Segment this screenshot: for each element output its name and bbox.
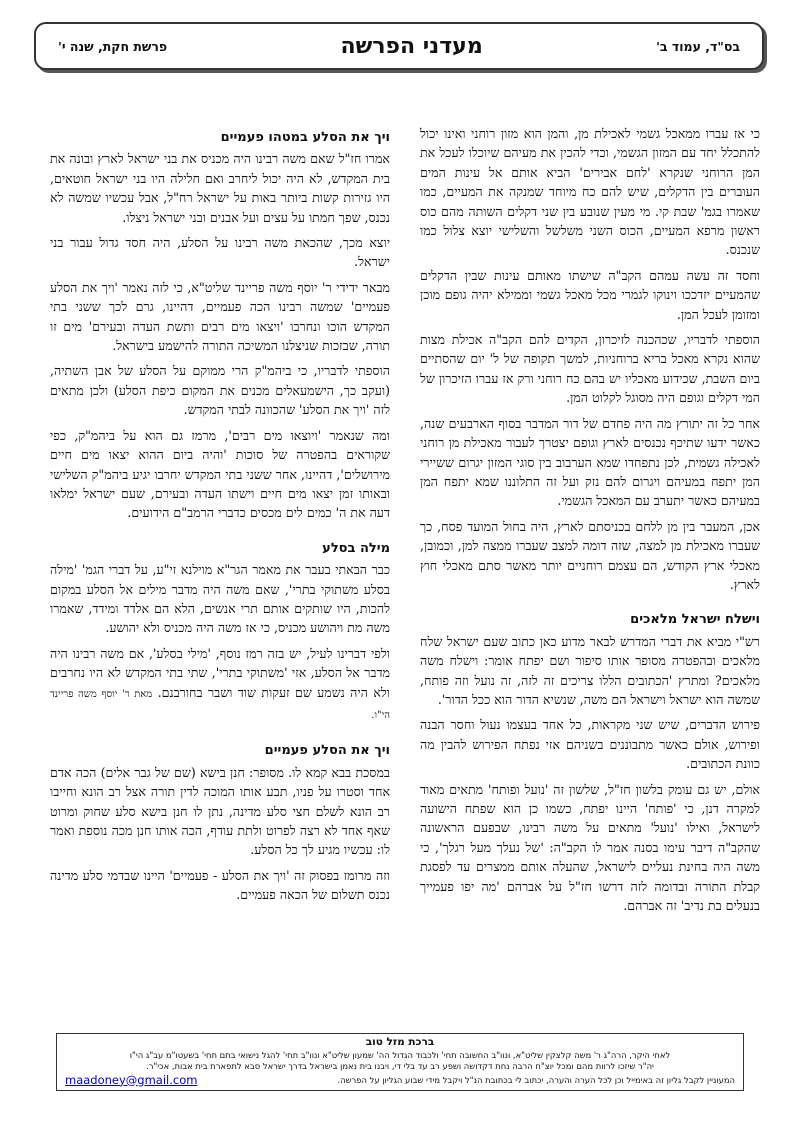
source-credit: מאת ר' יוסף משה פריינד הי"ו. xyxy=(50,688,390,721)
paragraph: הוספתי לדבריו, שכהכנה לזיכרון, הקדים להם הקב"ה אכילת מצות שהוא נקרא מאכל בריא ברוחניות, למשך תקופה של ל' יום שהסתיים ביום השבת, שכידוע מאכליו יש בהם כח רוחני ורק אז עברו הזיכרון של המי דקלים וגופם היה מסוגל לקלוט המן. xyxy=(420,332,760,406)
paragraph: וזה מרומז בפסוק זה 'ויך את הסלע - פעמיים' היינו שבדמי סלע מדינה נכנס תשלום של הכאה פעמיים. xyxy=(50,867,390,903)
section-heading: ויך את הסלע במטהו פעמיים xyxy=(220,130,390,145)
section-heading: ויך את הסלע פעמיים xyxy=(264,743,390,759)
paragraph: פירוש הדברים, שיש שני מקראות, כל אחד בעצמו נעול וחסר הבנה ופירוש, אולם כאשר מתבוננים בשניהם אזי נפתח הפירוש להבין מה כוונת הכתובים. xyxy=(420,717,760,772)
paragraph-text: ולפי דברינו לעיל, יש בזה רמז נוסף, 'מילי בסלע', אם משה רבינו היה מדבר אל הסלע, אזי 'משתוקי בתרי', שתי בתי המקדש לא היו נחרבים ולא היה נשמע שם זעקות שוד ושבר בחורבנם. xyxy=(50,645,390,700)
paragraph: כבר הבאתי בעבר את מאמר הגר"א מוילנא זי"ע, על דברי הגמ' 'מילה בסלע משתוקי בתרי', שאם משה היה מדבר מילים אל הסלע במקום להכות, היו שותקים אותם תרי אנשים, הלא הם אלדד ומידד, שאמרו משה מת ויהושע מכניס, כי אז משה היה מכניס ולא יהושע. xyxy=(50,562,390,636)
paragraph: ומה שנאמר 'ויוצאו מים רבים', מרמז גם הוא על ביהמ"ק, כפי שקוראים בהפטרה של סוכות 'והיה ביום ההוא יצאו מים חיים מירושלים', דהיינו, אחר ששני בתי המקדש יחרבו יגיע ביהמ"ק השלישי ובאותו זמן יצאו מים חיים וישתו העדה ובעירם, שעם ישראל ימלאו דעה את ה' כמים לים מכסים כדברי הרמב"ם הידועים. xyxy=(50,427,390,521)
paragraph: הוספתי לדבריו, כי ביהמ"ק הרי ממוקם על הסלע של אבן השתיה, (ועקב כך, הישמעאלים מכנים את המקום כיפת הסלע) ולכן מתאים לזה 'ויך את הסלע' שהכוונה לבתי המקדש. xyxy=(50,363,390,418)
page-title: מעדני הפרשה xyxy=(340,33,483,59)
left-column xyxy=(50,124,390,911)
footer-title: ברכת מזל טוב xyxy=(365,1036,435,1048)
right-column xyxy=(420,124,760,921)
footer-line: יה"ר שיזכו לרוות מהם ומכל יוצ"ח הרבה נחת דקדושה ושפע רב עד בלי די, ויבנו בית נאמן בישראל בדרך ישראל סבא לתפארת בית אבות, אכי"ר. xyxy=(146,1061,654,1071)
footer-subscribe-text: המעוניין לקבל גליון זה באימייל וכן לכל הערה והערה, יכתוב לי בכתובת הנ"ל ויקבל מידי שבוע הגליון על הפרשה. xyxy=(337,1074,735,1085)
section-heading: מילה בסלע xyxy=(322,540,390,556)
header-page-number: בס"ד, עמוד ב' xyxy=(656,38,740,54)
paragraph: כי אז עברו ממאכל גשמי לאכילת מן, והמן הוא מזון רוחני ואינו יכול להתכלל יחד עם המזון הגשמי, וכדי להכין את מעיהם שיוכלו לעכל את המן הרוחני שנקרא 'לחם אבירים' הביא אותם אל עינות המים העוברים בין הדקלים, שיש להם כח מיוחד שמנקה את המעיים, כמו שאמרו בגמ' שבת קי. מי מעין שנובע בין שני דקלים השותה מהם כוס ראשון מרפא המעיים, הכוס השני משלשל והשלישי יוצא צלול כמו שנכנס. xyxy=(420,126,760,258)
footer-box xyxy=(56,1033,744,1091)
paragraph: יוצא מכך, שהכאת משה רבינו על הסלע, היה חסד גדול עבור בני ישראל. xyxy=(50,235,390,270)
paragraph: במסכת בבא קמא לו. מסופר: חנן בישא (שם של גבר אלים) הכה אדם אחד וסטרו על פניו, תבע אותו המוכה לדין תורה אצל רב הונא וחייבו רב הונא לשלם חצי סלע מדינה, נתן לו חנן בישא סלע שחוק ומרוט שאף אחד לא רצה לפרוט ולתת עודף, הכה אותו חנן מכה נוספת ואמר לו: עכשיו מגיע לך כל הסלע. xyxy=(50,764,390,858)
footer-line: לאחי היקר, הרה"ג ר' משה קלצקין שליט"א, ונוו"ב החשובה תחי' ולכבוד הגדול הה' שמעון שליט"א ונוו"ב תחי' להגל נישואי בתם תחי' בשעטו"מ עב"ג הי"ו xyxy=(129,1049,671,1060)
paragraph: אמרו חז"ל שאם משה רבינו היה מכניס את בני ישראל לארץ ובונה את בית המקדש, לא היה יכול ליחרב ואם חלילה היו בני ישראל חוטאים, היו גזירות קשות ביותר באות על ישראל רח"ל, אבל עכשיו שמשה לא נכנס, שפך חמתו על עצים ועל אבנים ובני ישראל ניצלו. xyxy=(50,151,390,225)
section-heading: וישלח ישראל מלאכים xyxy=(630,612,760,628)
paragraph: מבאר ידידי ר' יוסף משה פריינד שליט"א, כי לזה נאמר 'ויך את הסלע פעמיים' שמשה רבינו הכה פעמיים, דהיינו, גרם לכך ששני בתי המקדש הוכו ונחרבו 'ויצאו מים רבים ותשת העדה ובעירם' מים זו תורה, שבזכות שניצלנו המשיכה התורה להישמע בישראל. xyxy=(50,279,390,354)
email-link[interactable]: maadoney@gmail.com xyxy=(65,1072,198,1087)
page-header xyxy=(34,22,764,70)
paragraph: אחר כל זה יתורץ מה היה פחדם של דור המדבר בסוף הארבעים שנה, כאשר ידעו שתיכף נכנסים לארץ וגופם יצטרך לעבור מאכילת מן רוחני לאכילה גשמית, לכן נתפחדו שמא הערבוב בין סוגי המזון יגרום ששיירי המן יתפח במעיהם ויגרום להם נזק ועל זה התלוננו שמא יתפח המן במעיהם כאשר יתערב עם המאכל הגשמי. xyxy=(420,415,760,509)
header-parsha: פרשת חקת, שנה י' xyxy=(58,38,168,54)
paragraph xyxy=(50,644,390,726)
paragraph: וחסד זה עשה עמהם הקב"ה שישתו מאותם עינות שבין הדקלים שהמעיים יזדככו וינוקו לגמרי מכל מאכל גשמי וממילא יהיה גופם מוכן ומזומן לעכל המן. xyxy=(420,267,760,322)
paragraph: אכן, המעבר בין מן ללחם בכניסתם לארץ, היה בחול המועד פסח, כך שעברו מאכילת מן למצה, שזה דומה למצב שעברו ממצה למן, וכמובן, מאכלי ארץ הקודש, הם עצמם רוחניים יותר מאשר סתם מאכלי חוץ לארץ. xyxy=(420,518,760,592)
footer-contact-row xyxy=(65,1072,735,1087)
paragraph: אולם, יש גם עומק בלשון חז"ל, שלשון זה 'נועל ופותח' מתאים מאוד למקרה דנן, כי 'פותח' היינו יפתח, כשמו כן הוא שפתח הישועה לישראל, ואילו 'נועל' מתאים על משה רבינו, שבפעם הראשונה שהקב"ה דיבר עימו בסנה אמר לו הקב"ה: 'של נעלך מעל רגלך', כי משה היה בחינת נעליים לישראל, שהעלה אותם ממצרים עד לפסגת קבלת התורה ובדומה לזה דרשו חז"ל על אברהם 'מה יפו פעמייך בנעלים בת נדיב' זה אברהם. xyxy=(420,781,760,914)
paragraph: רש"י מביא את דברי המדרש לבאר מדוע כאן כתוב שעם ישראל שלח מלאכים ובהפטרה מסופר אותו סיפור ושם יפתח אומר: וישלח משה מלאכים? ומתרץ 'הכתובים הללו צריכים זה לזה, זה נועל וזה פותח, שמשה הוא ישראל וישראל הם משה, שנשיא הדור הוא ככל הדור'. xyxy=(420,633,760,707)
